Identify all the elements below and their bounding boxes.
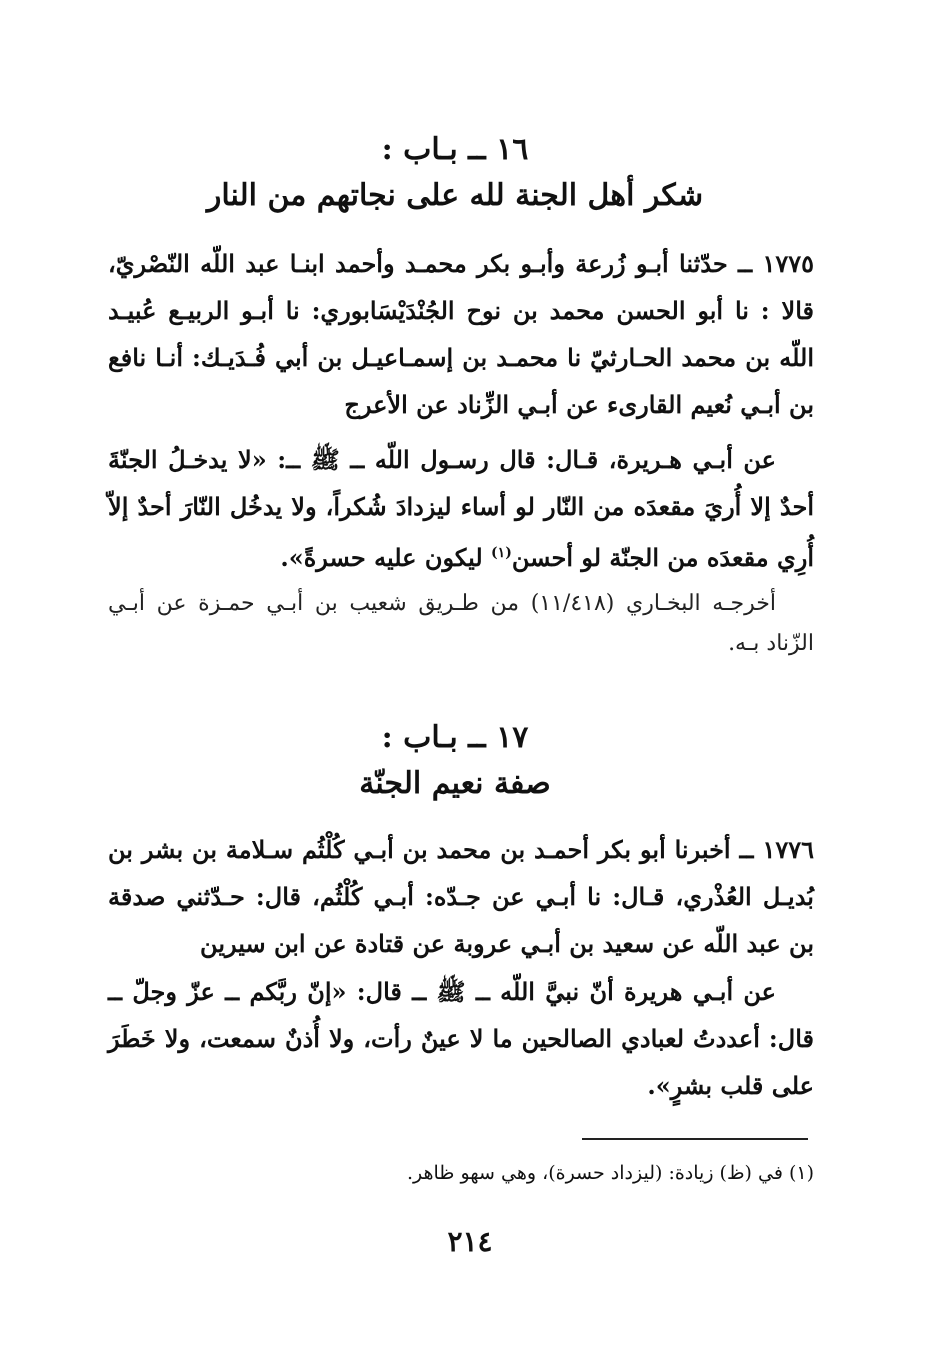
hadith-1776-isnad: [108, 826, 814, 967]
hadith-matn: عن أبـي هريرة أنّ نبيَّ اللّه ــ ﷺ ــ قال: «إنّ ربَّكم ــ عزّ وجلّ ــ قال: أعددتُ لعبادي الصالحين ما لا عينٌ رأت، ولا أُذنٌ سمعت، ولا خَطَرَ على قلب بشرٍ».: [108, 977, 814, 1100]
footnote-marker: (١): [491, 545, 512, 561]
takhrij-text: أخرجـه البخـاري (١١/٤١٨) من طـريق شعيب بن أبـي حمـزة عن أبـي الزّناد بـه.: [108, 591, 814, 656]
hadith-isnad: ــ حدّثنا أبـو زُرعة وأبـو بكر محمـد وأحمد ابنـا عبد اللّه النّصْريّ، قالا : نا أبو الحسن محمد بن نوح الجُنْدَيْسَابوري: نا أبـو الربيـع عُبيـد اللّه بن محمد الحـارثيّ نا محمـد بن إسمـاعيـل بن أبي فُـدَيـك: أنـا نافع بن أبـي نُعيم القارىء عن أبـي الزِّناد عن الأعرج: [108, 249, 814, 419]
hadith-1775-isnad: [108, 240, 814, 428]
chapter-17-header: [100, 716, 810, 808]
hadith-number: ١٧٧٥: [762, 249, 814, 278]
chapter-heading: ١٦ ــ بـاب :: [381, 132, 529, 167]
hadith-number: ١٧٧٦: [762, 835, 814, 864]
chapter-title: شكر أهل الجنة لله على نجاتهم من النار: [206, 178, 704, 213]
chapter-16-header: [100, 128, 810, 220]
footnote: (١) في (ظ) زيادة: (ليزداد حسرة)، وهي سهو ظاهر.: [406, 1162, 814, 1184]
hadith-isnad: ــ أخبرنا أبو بكر أحمـد بن محمد بن أبـي كُلْثُم سـلامة بن بشر بن بُديـل العُذْري، قـال: نا أبـي عن جـدّه: أبـي كُلْثُم، قال: حـدّثني صدقة بن عبد اللّه عن سعيد بن أبـي عروبة عن قتادة عن ابن سيرين: [108, 835, 814, 958]
hadith-matn-end: ليكون عليه حسرةً».: [280, 543, 492, 572]
hadith-1775-matn: [108, 436, 814, 581]
hadith-1775-takhrij: [108, 584, 814, 664]
chapter-title: صفة نعيم الجنّة: [359, 766, 551, 801]
hadith-1776-matn: [108, 968, 814, 1109]
footnote-divider: [582, 1138, 808, 1140]
hadith-matn: عن أبـي هـريرة، قـال: قال رسـول اللّه ــ ﷺ ــ: «لا يدخـلُ الجنّةَ أحدٌ إلا أُريَ مقعدَه من النّار لو أساء ليزدادَ شُكراً، ولا يدخُل النّارَ أحدٌ إلاّ أُرِي مقعدَه من الجنّة لو أحسن: [108, 445, 814, 572]
chapter-heading: ١٧ ــ بـاب :: [381, 720, 529, 755]
page-number: ٢١٤: [447, 1225, 493, 1258]
